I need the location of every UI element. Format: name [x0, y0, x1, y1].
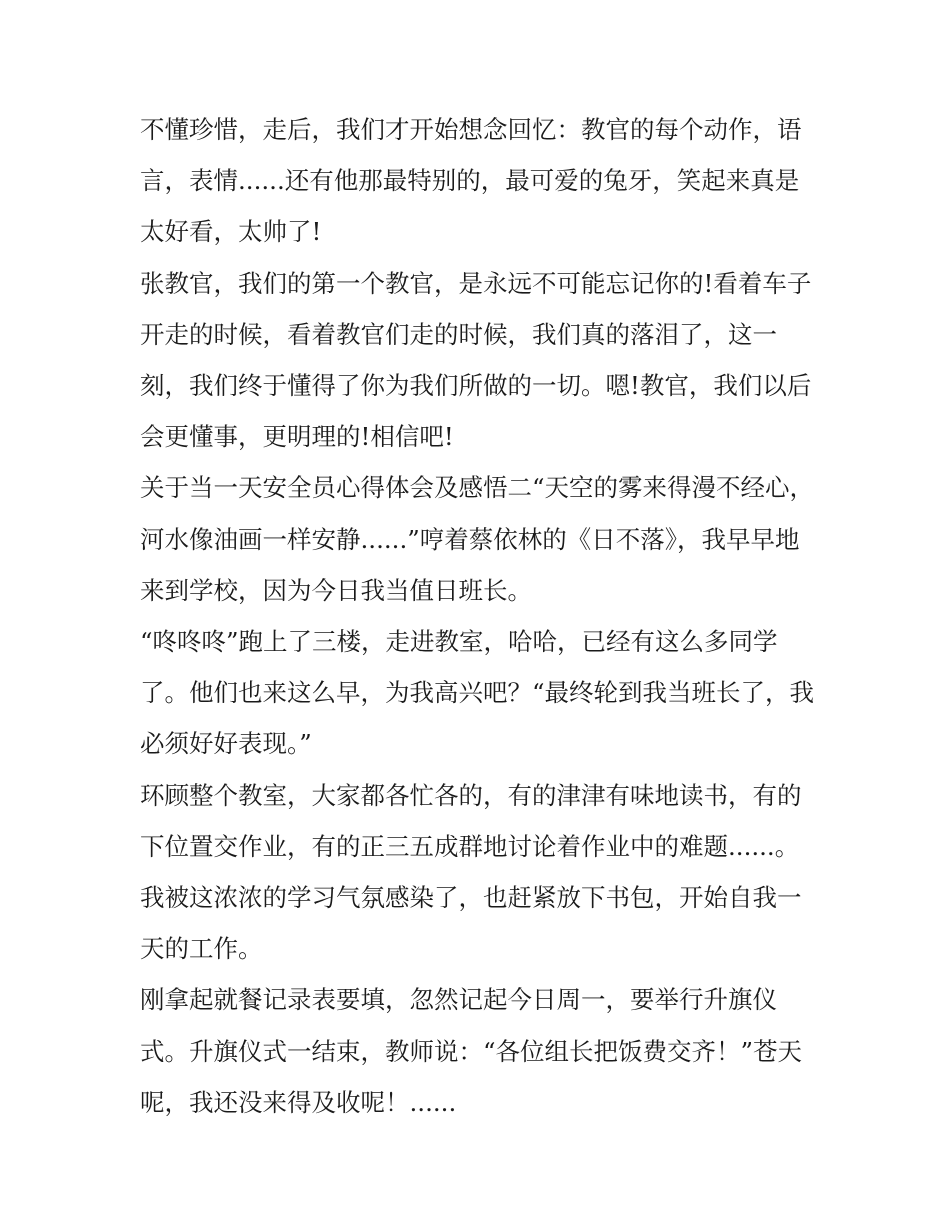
paragraph-4: “咚咚咚”跑上了三楼，走进教室，哈哈，已经有这么多同学了。他们也来这么早，为我高兴吧？“最终轮到我当班长了，我必须好好表现。”: [140, 627, 815, 759]
paragraph-3: 关于当一天安全员心得体会及感悟二“天空的雾来得漫不经心，河水像油画一样安静......”哼着蔡依林的《日不落》，我早早地来到学校，因为今日我当值日班长。: [140, 473, 815, 605]
paragraph-2: 张教官，我们的第一个教官，是永远不可能忘记你的!看着车子开走的时候，看着教官们走的时候，我们真的落泪了，这一刻，我们终于懂得了你为我们所做的一切。嗯!教官，我们以后会更懂事，更明理的!相信吧!: [140, 268, 812, 452]
paragraph-1: 不懂珍惜，走后，我们才开始想念回忆：教官的每个动作，语言，表情......还有他那最特别的，最可爱的兔牙，笑起来真是太好看，太帅了!: [140, 115, 802, 247]
paragraph-6: 刚拿起就餐记录表要填，忽然记起今日周一，要举行升旗仪式。升旗仪式一结束，教师说：“各位组长把饭费交齐！”苍天呢，我还没来得及收呢！......: [140, 985, 803, 1117]
paragraph-5: 环顾整个教室，大家都各忙各的，有的津津有味地读书，有的下位置交作业，有的正三五成群地讨论着作业中的难题......。我被这浓浓的学习气氛感染了，也赶紧放下书包，开始自我一天的工作。: [140, 780, 802, 964]
document-body: [140, 104, 820, 1128]
